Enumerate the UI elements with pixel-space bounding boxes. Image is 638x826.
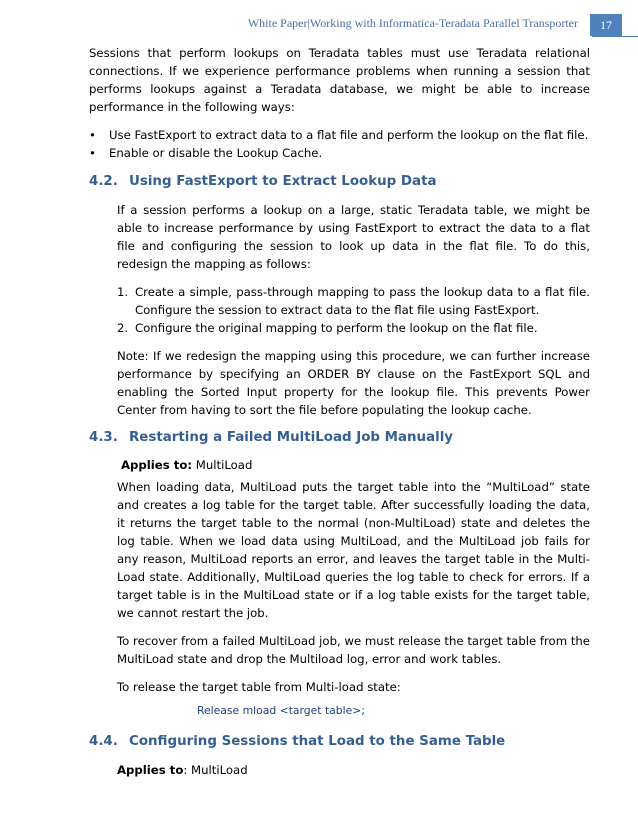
- section-paragraph: To release the target table from Multi-load state:: [117, 680, 401, 694]
- section-number: 4.2.: [89, 174, 118, 189]
- intro-paragraph: Sessions that perform lookups on Teradata tables must use Teradata relational connections. If we experience performance problems when running a session that performs lookups against a Teradata database, we might be able to increase performance in the following ways:: [89, 46, 590, 114]
- step-text: Create a simple, pass-through mapping to pass the lookup data to a flat file. Configure the session to extract data to the flat file using FastExport.: [135, 285, 590, 317]
- page-body: [89, 44, 590, 779]
- applies-to: [121, 456, 590, 474]
- page-number: 17: [590, 14, 622, 36]
- applies-label: Applies to:: [121, 458, 193, 472]
- bullet-text: Enable or disable the Lookup Cache.: [109, 146, 323, 160]
- section-heading-4-3: [89, 428, 590, 448]
- section-paragraph: When loading data, MultiLoad puts the target table into the “MultiLoad” state and creates a log table for the target table. After successfully loading the data, it returns the target table to the normal (non-MultiLoad) state and deletes the log table. When we load data using MultiLoad, and the MultiLoad job fails for any reason, MultiLoad reports an error, and leaves the target table in the Multi-Load state. Additionally, MultiLoad queries the log table to check for errors. If a target table is in the MultiLoad state or if a log table exists for the target table, we cannot restart the job.: [117, 480, 590, 620]
- section-paragraph: If a session performs a lookup on a large, static Teradata table, we might be able to increase performance by using FastExport to extract the data to a flat file and configuring the session to look up data in the flat file. To do this, redesign the mapping as follows:: [117, 203, 590, 271]
- section-number: 4.3.: [89, 430, 118, 445]
- bullet-item: [89, 126, 590, 144]
- applies-value: : MultiLoad: [183, 763, 248, 777]
- header-title: [248, 16, 578, 31]
- section-title: Configuring Sessions that Load to the Same Table: [129, 734, 506, 749]
- step-text: Configure the original mapping to perform the lookup on the flat file.: [135, 321, 538, 335]
- code-line: Release mload <target table>;: [197, 704, 365, 717]
- step-item: [117, 319, 590, 337]
- step-number: 2.: [117, 321, 129, 335]
- applies-label: Applies to: [117, 763, 184, 777]
- section-4-4-body: [117, 761, 590, 779]
- bullet-text: Use FastExport to extract data to a flat file and perform the lookup on the flat file.: [109, 128, 589, 142]
- step-item: [117, 283, 590, 319]
- note-paragraph: Note: If we redesign the mapping using this procedure, we can further increase performance by specifying an ORDER BY clause on the FastExport SQL and enabling the Sorted Input property for the lookup file. This prevents Power Center from having to sort the file before populating the lookup cache.: [117, 349, 590, 417]
- intro-bullet-list: [89, 126, 590, 162]
- section-4-2-body: [117, 201, 590, 419]
- header-rule: [592, 36, 638, 37]
- header-separator: |: [307, 16, 310, 30]
- section-paragraph: To recover from a failed MultiLoad job, we must release the target table from the MultiLoad state and drop the Multiload log, error and work tables.: [117, 634, 590, 666]
- bullet-symbol: •: [89, 128, 96, 142]
- bullet-symbol: •: [89, 146, 96, 160]
- section-4-3-body: [117, 456, 590, 720]
- header-right: Working with Informatica-Teradata Parallel Transporter: [309, 16, 578, 30]
- section-heading-4-4: [89, 732, 590, 752]
- step-number: 1.: [117, 285, 129, 299]
- section-number: 4.4.: [89, 734, 118, 749]
- applies-to: [117, 761, 590, 779]
- bullet-item: [89, 144, 590, 162]
- section-title: Restarting a Failed MultiLoad Job Manually: [129, 430, 454, 445]
- header-left: White Paper: [247, 16, 308, 30]
- section-heading-4-2: [89, 172, 590, 192]
- applies-value: MultiLoad: [192, 458, 253, 472]
- steps-list: [117, 283, 590, 337]
- section-title: Using FastExport to Extract Lookup Data: [129, 174, 437, 189]
